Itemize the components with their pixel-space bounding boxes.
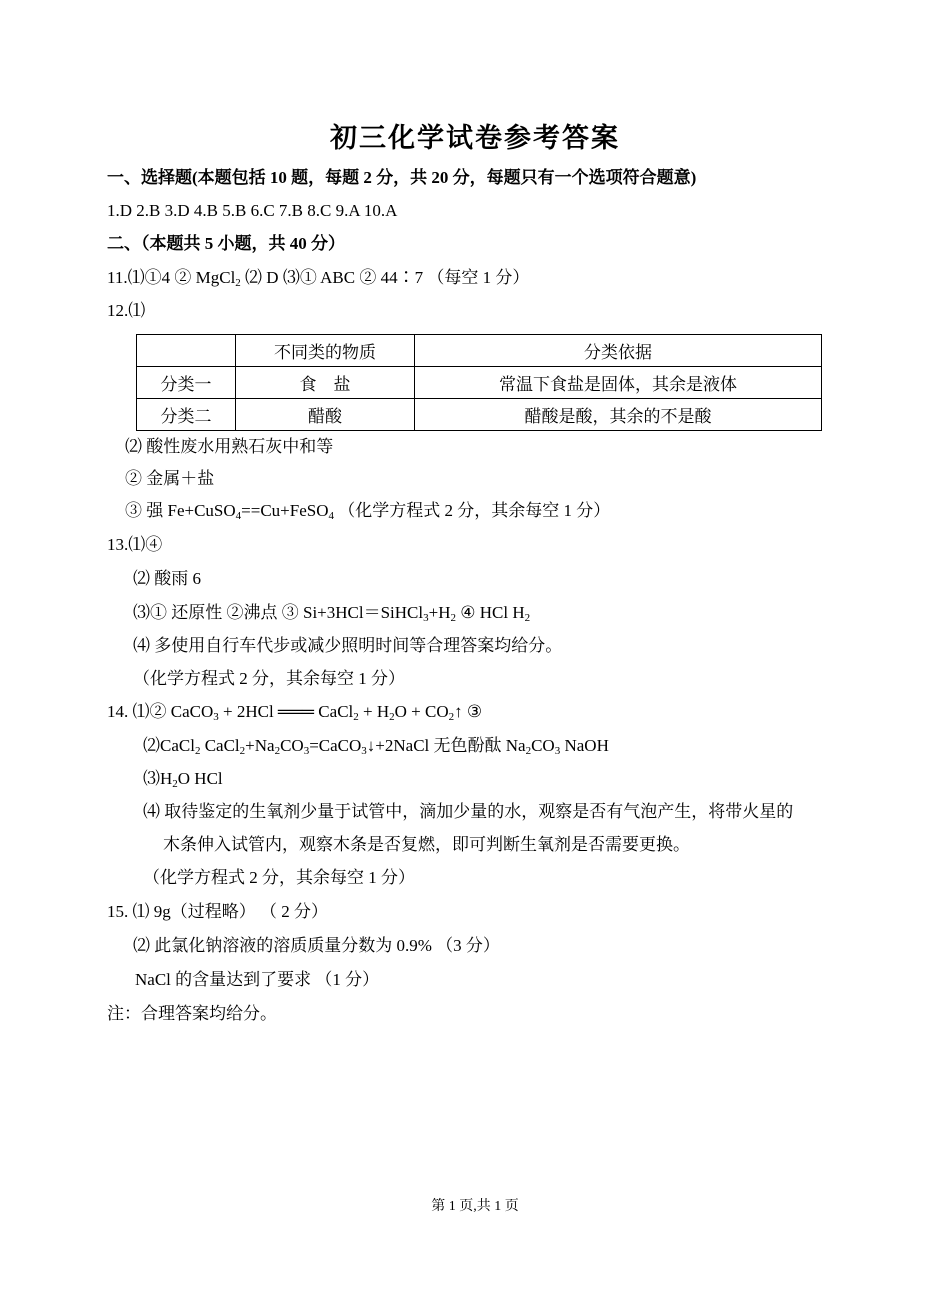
q12-part2-3: ③ 强 Fe+CuSO$_4$==Cu+FeSO$_4$ （化学方程式 2 分，其余每空 1 分）: [125, 501, 611, 522]
q13-part4: ⑷ 多使用自行车代步或减少照明时间等合理答案均给分。: [133, 636, 563, 655]
q11-answer: 11.⑴①4 ② MgCl$_2$ ⑵ D ⑶① ABC ② 44∶7 （每空 1 分）: [107, 268, 530, 289]
q14-part1: 14. ⑴② CaCO$_3$ + 2HCl ═══ CaCl$_2$ + $H_2O$ + $CO_2↑$ ③: [107, 702, 483, 723]
section1-heading: 一、选择题(本题包括 10 题，每题 2 分，共 20 分，每题只有一个选项符合题意): [107, 168, 697, 187]
q13-part3: ⑶① 还原性 ②沸点 ③ $Si+3HCl=SiHCl_3+H_2$ ④ HCl $H_2$: [133, 603, 531, 624]
q14-part2: ⑵CaCl$_2$ $CaCl_2+Na_2CO_3=CaCO_3↓+2NaCl$ 无色酚酞 $Na_2CO_3$ NaOH: [143, 736, 609, 757]
page-title: 初三化学试卷参考答案: [330, 123, 620, 153]
note: 注：合理答案均给分。: [107, 1004, 277, 1023]
q14-part4-cont: 木条伸入试管内，观察木条是否复燃，即可判断生氧剂是否需要更换。: [163, 835, 690, 854]
q15-conclusion: NaCl 的含量达到了要求 （1 分）: [135, 970, 380, 989]
q12-label: 12.⑴: [107, 301, 146, 320]
classification-table: [136, 334, 822, 431]
table-header-cell: [137, 335, 236, 367]
page-footer: 第 1 页,共 1 页: [431, 1199, 519, 1214]
table-row: [137, 367, 822, 399]
table-cell: 分类一: [137, 367, 236, 399]
section2-heading: 二、（本题共 5 小题，共 40 分）: [107, 234, 345, 253]
q13-part2: ⑵ 酸雨 6: [133, 569, 201, 588]
q12-part2: ⑵ 酸性废水用熟石灰中和等: [125, 437, 334, 456]
q13-part1: 13.⑴④: [107, 535, 163, 554]
table-row: [137, 399, 822, 431]
q15-part2: ⑵ 此氯化钠溶液的溶质质量分数为 0.9% （3 分）: [133, 936, 500, 955]
table-header-cell: 不同类的物质: [236, 335, 415, 367]
table-header-cell: 分类依据: [415, 335, 822, 367]
q13-scoring: （化学方程式 2 分，其余每空 1 分）: [133, 669, 405, 688]
q15-part1: 15. ⑴ 9g（过程略） （ 2 分）: [107, 902, 328, 921]
table-cell: 分类二: [137, 399, 236, 431]
table-cell: 醋酸: [236, 399, 415, 431]
table-cell: 食 盐: [236, 367, 415, 399]
table-cell: 常温下食盐是固体，其余是液体: [415, 367, 822, 399]
table-cell: 醋酸是酸，其余的不是酸: [415, 399, 822, 431]
table-header-row: [137, 335, 822, 367]
q14-part3: $⑶H_2O$ HCl: [143, 769, 223, 790]
q12-part2-2: ② 金属＋盐: [125, 469, 215, 488]
q14-part4: ⑷ 取待鉴定的生氧剂少量于试管中，滴加少量的水，观察是否有气泡产生，将带火星的: [143, 802, 794, 821]
q14-scoring: （化学方程式 2 分，其余每空 1 分）: [143, 868, 415, 887]
section1-answers: 1.D 2.B 3.D 4.B 5.B 6.C 7.B 8.C 9.A 10.A: [107, 201, 398, 220]
